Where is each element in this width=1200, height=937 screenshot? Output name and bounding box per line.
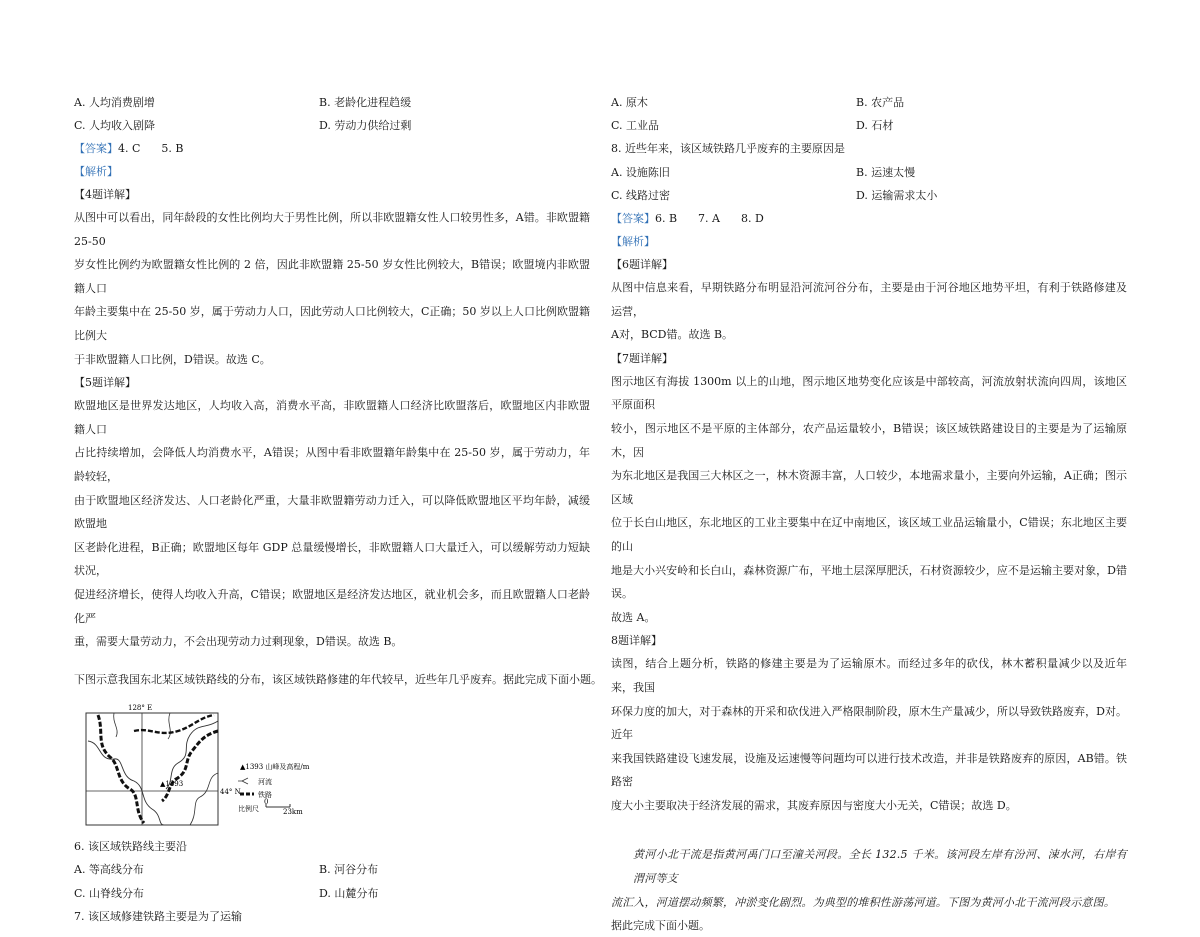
q3-options-row-2 [74, 114, 590, 138]
answer-line [74, 137, 590, 160]
right-column [611, 90, 1127, 937]
text-line: 位于长白山地区，东北地区的工业主要集中在辽中南地区，该区域工业品运输量小，C错误；东北地区主要的山 [611, 516, 1127, 553]
text-line: 地是大小兴安岭和长白山，森林资源广布，平地土层深厚肥沃，石材资源较少，应不是运输主要对象，D错误。 [611, 563, 1127, 601]
q7-options-row-1 [611, 90, 1127, 114]
legend-scale: 比例尺 [238, 804, 259, 813]
river-line [168, 713, 170, 739]
railway-map [74, 701, 344, 829]
text-line: 岁女性比例约为欧盟籍女性比例的 2 倍，因此非欧盟籍 25-50 岁女性比例较大，B错误；欧盟境内非欧盟籍人口 [74, 258, 590, 295]
answer-line [611, 207, 1127, 230]
text-line: 从图中可以看出，同年龄段的女性比例均大于男性比例，所以非欧盟籍女性人口较男性多，A错。非欧盟籍 25-50 [74, 211, 590, 248]
text-line: 黄河小北干流是指黄河禹门口至潼关河段。全长 132.5 千米。该河段左岸有汾河、涑水河，右岸有渭河等支 [633, 848, 1127, 886]
option-c: C. 线路过密 [611, 189, 671, 203]
river-line [190, 773, 218, 825]
legend-peak: ▲1393 山峰及高程/m [240, 762, 310, 771]
q6-options-row-1 [74, 858, 590, 882]
passage [611, 843, 1127, 914]
q5-explanation [74, 394, 590, 654]
river-line [88, 741, 164, 825]
option-a: A. 设施陈旧 [611, 165, 670, 179]
q6-stem: 6. 该区域铁路线主要沿 [74, 839, 187, 853]
text-line: 环保力度的加大，对于森林的开采和砍伐进入严格限制阶段，原木生产量减少，所以导致铁路废弃，D对。近年 [611, 704, 1127, 742]
q4-explanation [74, 206, 590, 371]
text-line: 从图中信息来看，早期铁路分布明显沿河流河谷分布，主要是由于河谷地区地势平坦，有利于铁路修建及运营， [611, 281, 1127, 318]
text-line: 图示地区有海拔 1300m 以上的山地，图示地区地势变化应该是中部较高，河流放射状流向四周，该地区平原面积 [611, 374, 1127, 412]
passage-followup: 据此完成下面小题。 [611, 919, 710, 933]
text-line: 占比持续增加，会降低人均消费水平，A错误；从图中看非欧盟籍年龄集中在 25-50 岁，属于劳动力，年龄较轻， [74, 446, 590, 483]
analysis-label: 【解析】 [611, 235, 655, 248]
text-line: 年龄主要集中在 25-50 岁，属于劳动力人口，因此劳动人口比例较大，C正确；50 岁以上人口比例欧盟籍比例大 [74, 305, 590, 342]
analysis-label: 【解析】 [74, 165, 118, 178]
q6-options-row-2 [74, 881, 590, 905]
q7-heading: 【7题详解】 [611, 351, 673, 365]
text-line: 欧盟地区是世界发达地区，人均收入高，消费水平高，非欧盟籍人口经济比欧盟落后，欧盟地区内非欧盟籍人口 [74, 399, 590, 436]
option-d: D. 山麓分布 [319, 886, 379, 900]
q7-explanation [611, 370, 1127, 630]
option-b: B. 老龄化进程趋缓 [319, 95, 412, 109]
legend-river: 河流 [258, 777, 272, 786]
river-line [166, 721, 218, 789]
text-line: 较小，图示地区不是平原的主体部分，农产品运量较小，B错误；该区域铁路建设目的主要是为了运输原木，因 [611, 421, 1127, 459]
q7-options-row-2 [611, 114, 1127, 138]
text-line: 来我国铁路建设飞速发展，设施及运速慢等问题均可以进行技术改造，并非是铁路废弃的原因，AB错。铁路密 [611, 751, 1127, 789]
q3-options-row-1 [74, 90, 590, 114]
text-line: 重，需要大量劳动力，不会出现劳动力过剩现象，D错误。故选 B。 [74, 635, 403, 649]
q8-options-row-2 [611, 184, 1127, 208]
q6-explanation [611, 276, 1127, 347]
option-c: C. 工业品 [611, 119, 660, 133]
option-a: A. 等高线分布 [74, 863, 144, 877]
q7-stem: 7. 该区域修建铁路主要是为了运输 [74, 909, 242, 923]
option-a: A. 原木 [611, 95, 648, 109]
option-a: A. 人均消费剧增 [74, 95, 155, 109]
text-line: 故选 A。 [611, 610, 656, 624]
text-line: A对，BCD错。故选 B。 [611, 328, 734, 342]
option-b: B. 农产品 [856, 95, 905, 109]
text-line: 促进经济增长，使得人均收入升高，C错误；欧盟地区是经济发达地区，就业机会多，而且欧盟籍人口老龄化严 [74, 587, 590, 625]
river-line [114, 713, 117, 737]
railway-line [162, 731, 218, 801]
longitude-label: 128° E [128, 703, 153, 712]
option-c: C. 山脊线分布 [74, 886, 145, 900]
legend-river-icon [238, 778, 248, 784]
text-line: 由于欧盟地区经济发达、人口老龄化严重，大量非欧盟籍劳动力迁入，可以降低欧盟地区平均年龄，减缓欧盟地 [74, 493, 590, 531]
answer-label: 【答案】 [74, 142, 118, 155]
answer-values: 4. C 5. B [118, 142, 184, 155]
q4-heading: 【4题详解】 [74, 188, 136, 201]
text-line: 流汇入，河道摆动频繁，冲淤变化剧烈。为典型的堆积性游荡河道。下图为黄河小北干流河段示意图。 [611, 895, 1115, 909]
option-d: D. 运输需求太小 [856, 189, 938, 203]
latitude-label: 44° N [220, 787, 241, 796]
left-column [74, 90, 602, 928]
q8-explanation [611, 652, 1127, 817]
railway-line [134, 715, 214, 733]
q8-heading: 8题详解】 [611, 634, 662, 648]
scale-end: 23km [283, 807, 303, 816]
q8-stem: 8. 近些年来，该区域铁路几乎废弃的主要原因是 [611, 142, 845, 155]
legend-rail: 铁路 [258, 790, 272, 799]
answer-values: 6. B 7. A 8. D [655, 212, 764, 225]
scale-zero: 0 [264, 797, 269, 806]
option-b: B. 河谷分布 [319, 863, 379, 877]
option-d: D. 石材 [856, 119, 894, 133]
text-line: 区老龄化进程，B正确；欧盟地区每年 GDP 总量缓慢增长，非欧盟籍人口大量迁入，可以缓解劳动力短缺状况， [74, 540, 590, 578]
option-c: C. 人均收入剧降 [74, 119, 156, 133]
q5-heading: 【5题详解】 [74, 376, 136, 390]
q6-heading: 【6题详解】 [611, 258, 673, 271]
text-line: 于非欧盟籍人口比例，D错误。故选 C。 [74, 352, 271, 366]
option-d: D. 劳动力供给过剩 [319, 119, 412, 133]
q8-options-row-1 [611, 160, 1127, 184]
question-intro: 下图示意我国东北某区域铁路线的分布，该区域铁路修建的年代较早，近些年几乎废弃。据此完成下面小题。 [74, 672, 602, 686]
map-frame [86, 713, 218, 825]
text-line: 度大小主要取决于经济发展的需求，其废弃原因与密度大小无关，C错误；故选 D。 [611, 798, 1017, 812]
text-line: 读图，结合上题分析，铁路的修建主要是为了运输原木。而经过多年的砍伐，林木蓄积量减少以及近年来，我国 [611, 657, 1127, 694]
option-b: B. 运速太慢 [856, 165, 916, 179]
answer-label: 【答案】 [611, 212, 655, 225]
text-line: 为东北地区是我国三大林区之一，林木资源丰富，人口较少，本地需求量小，主要向外运输，A正确；图示区域 [611, 469, 1127, 506]
peak-label: ▲1393 [160, 779, 184, 788]
